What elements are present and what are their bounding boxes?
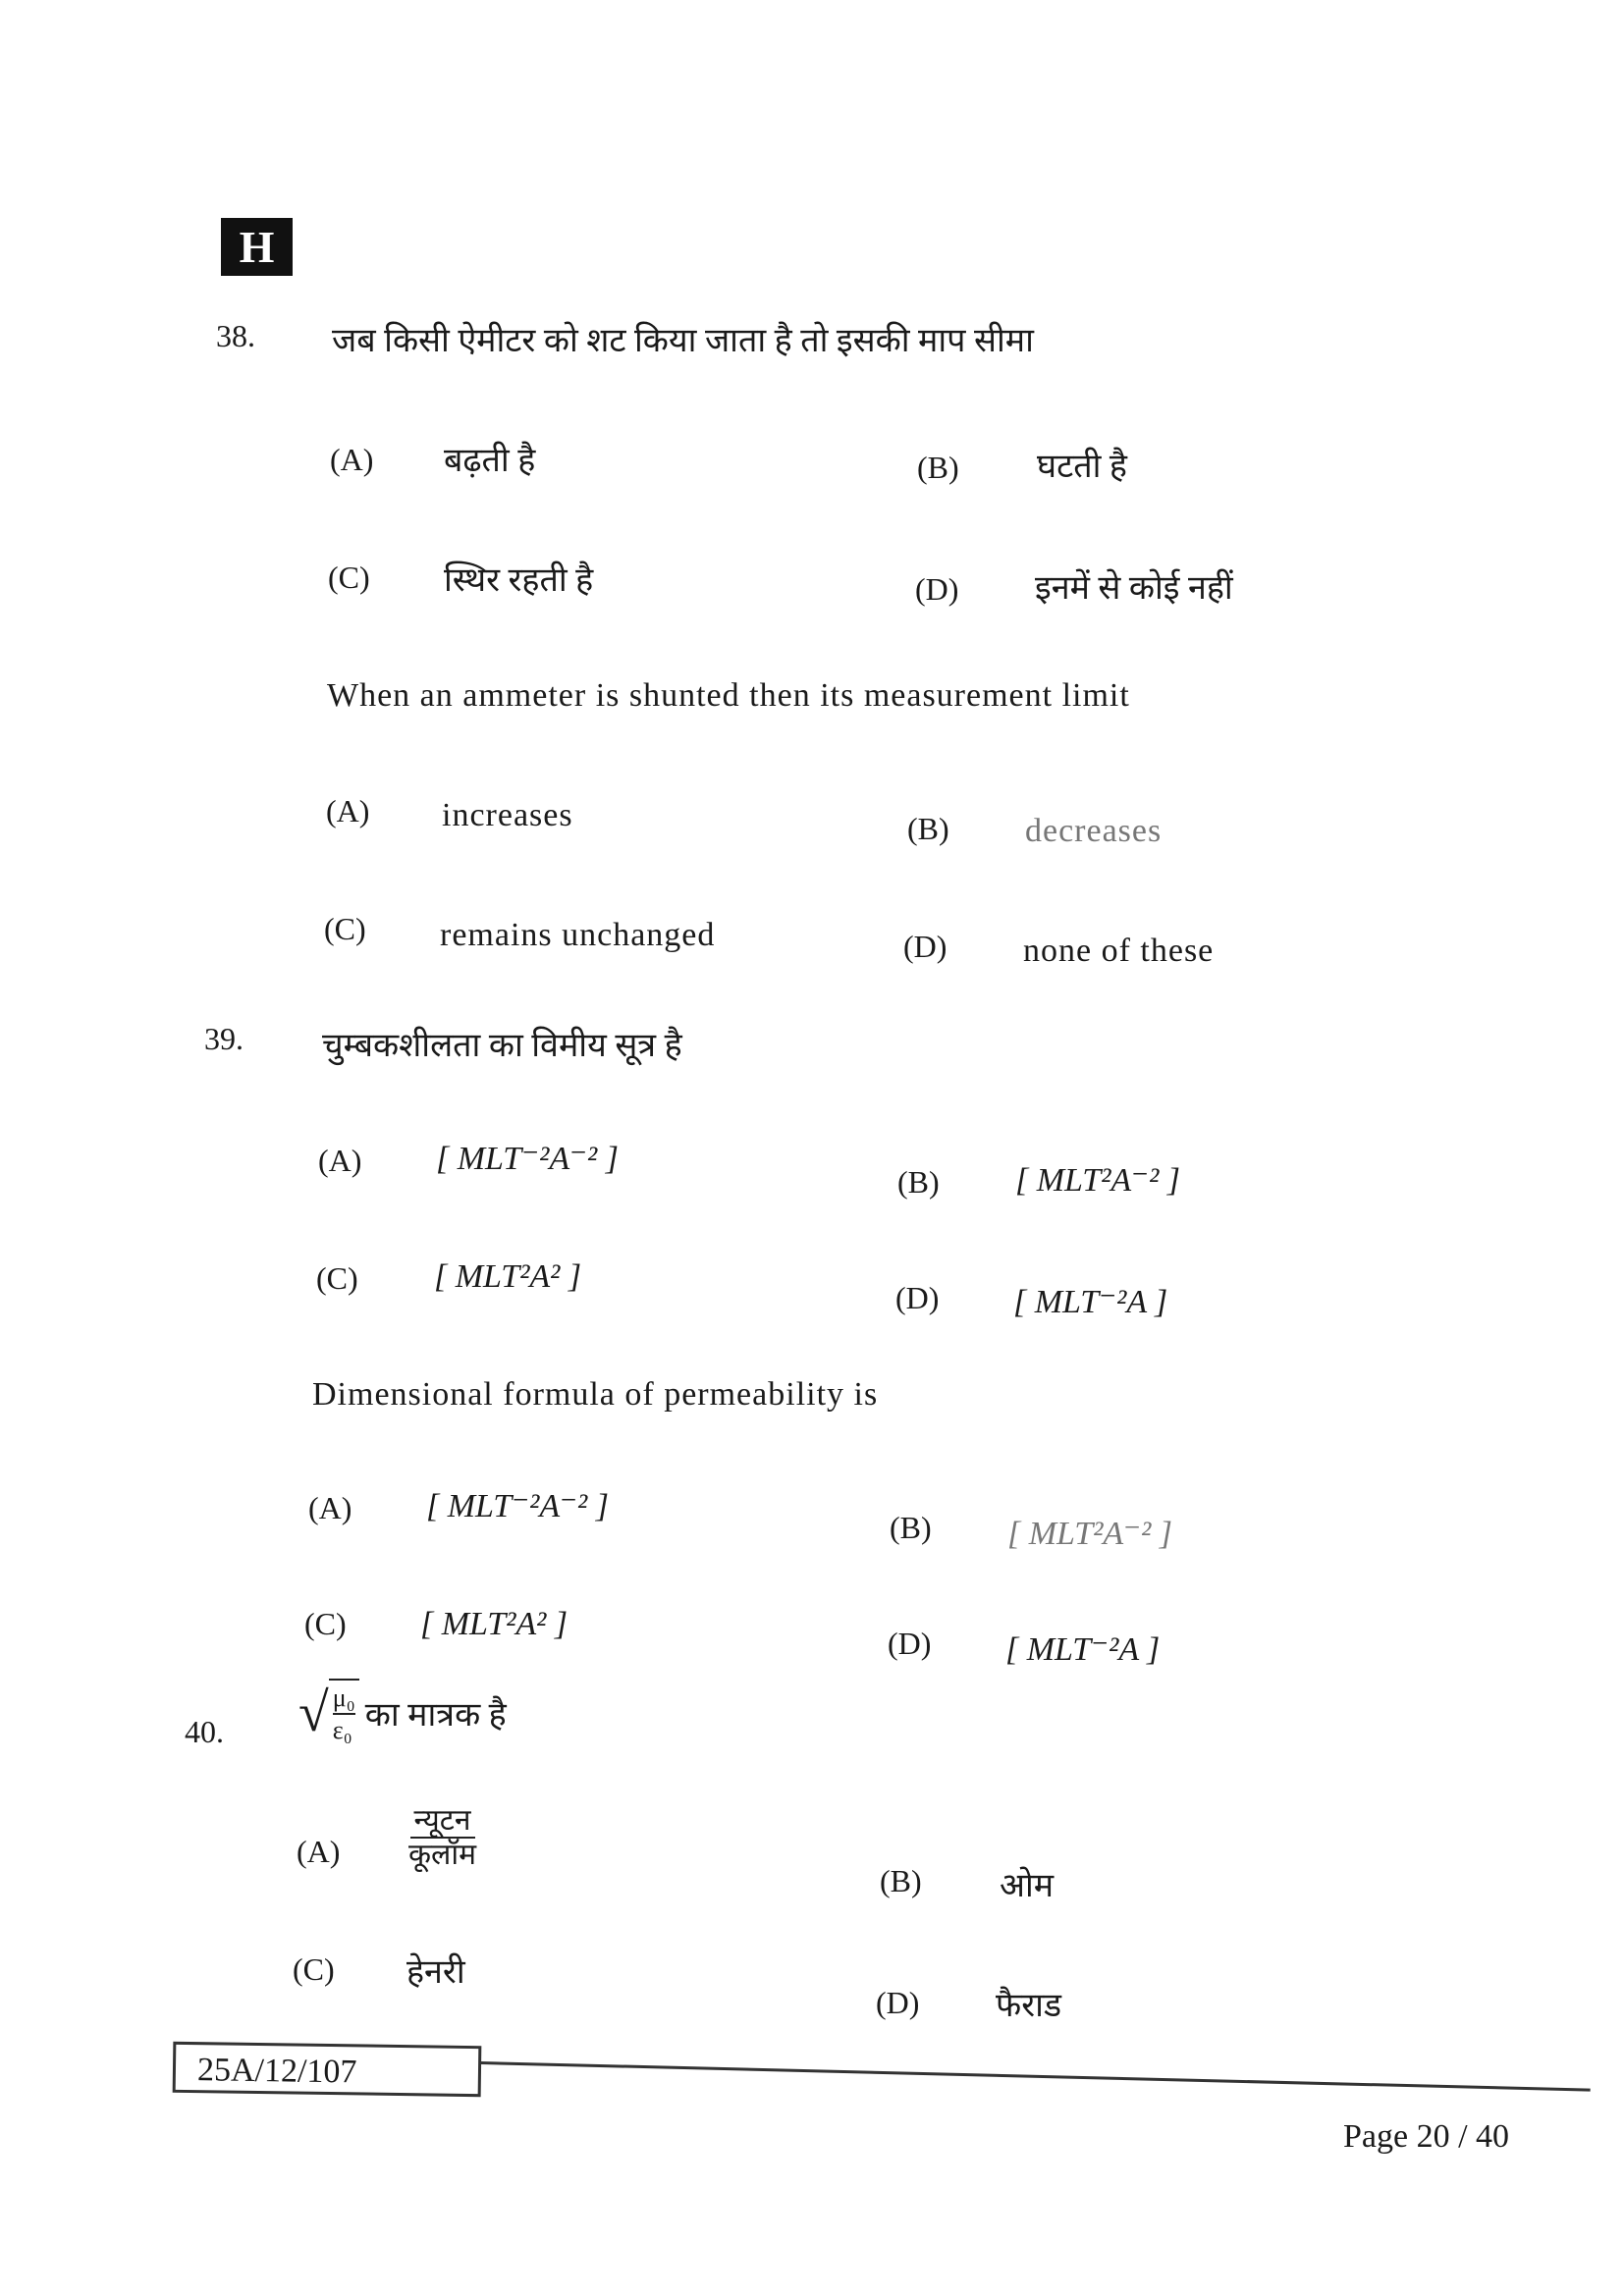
- denominator: कूलॉम: [408, 1839, 477, 1871]
- option-label: (B): [917, 450, 959, 485]
- option-label: (A): [330, 442, 374, 477]
- question-text-english: Dimensional formula of permeability is: [312, 1376, 879, 1413]
- option-formula: [ MLT²A² ]: [434, 1258, 582, 1295]
- option-label: (C): [316, 1260, 358, 1296]
- question-number: 39.: [204, 1021, 244, 1056]
- option-label: (C): [328, 560, 370, 595]
- option-label: (A): [326, 793, 370, 828]
- option-label: (B): [880, 1863, 922, 1898]
- option-formula: [ MLT⁻²A ]: [1005, 1631, 1161, 1668]
- option-text: इनमें से कोई नहीं: [1035, 570, 1233, 607]
- option-formula: [ MLT⁻²A⁻² ]: [426, 1488, 609, 1524]
- question-number: 40.: [185, 1714, 224, 1749]
- option-fraction: [408, 1804, 476, 1871]
- option-label: (B): [890, 1510, 932, 1545]
- option-label: (A): [308, 1490, 352, 1525]
- option-label: (D): [876, 1985, 920, 2020]
- option-text: remains unchanged: [440, 917, 716, 953]
- option-text: फैराड: [996, 1988, 1062, 2024]
- question-number: 38.: [216, 318, 255, 353]
- option-formula: [ MLT²A² ]: [420, 1606, 568, 1642]
- option-label: (C): [304, 1606, 347, 1641]
- option-text: none of these: [1023, 933, 1215, 969]
- option-label: (C): [324, 911, 366, 946]
- question-suffix: का मात्रक है: [364, 1697, 507, 1735]
- option-label: (C): [293, 1951, 335, 1987]
- option-label: (D): [903, 929, 947, 964]
- option-formula: [ MLT⁻²A⁻² ]: [436, 1141, 619, 1177]
- option-text: decreases: [1025, 813, 1163, 849]
- option-label: (B): [907, 811, 949, 846]
- option-label: (B): [897, 1164, 940, 1200]
- page-number: Page 20 / 40: [1343, 2118, 1510, 2155]
- option-formula: [ MLT²A⁻² ]: [1007, 1516, 1173, 1552]
- option-text: स्थिर रहती है: [444, 562, 594, 599]
- question-text-hindi: चुम्बकशीलता का विमीय सूत्र है: [322, 1028, 682, 1064]
- option-formula: [ MLT⁻²A ]: [1013, 1284, 1168, 1320]
- option-label: (A): [297, 1834, 341, 1869]
- numerator: न्यूटन: [410, 1804, 475, 1839]
- question-text-english: When an ammeter is shunted then its measurement limit: [327, 677, 1130, 714]
- set-code-badge: H: [221, 218, 293, 276]
- option-label: (A): [318, 1143, 362, 1178]
- numerator: μ₀: [333, 1682, 355, 1715]
- square-root-expression: √ $\frac{\text{μ₀}}{\text{ε₀}}$: [298, 1679, 359, 1747]
- option-label: (D): [915, 571, 959, 607]
- option-text: हेनरी: [406, 1954, 465, 1991]
- option-text: घटती है: [1037, 449, 1127, 485]
- option-text: increases: [442, 797, 573, 833]
- question-text-hindi: [298, 1679, 507, 1747]
- option-formula: [ MLT²A⁻² ]: [1015, 1162, 1181, 1199]
- option-label: (D): [895, 1280, 940, 1315]
- question-text-hindi: जब किसी ऐमीटर को शट किया जाता है तो इसकी माप सीमा: [332, 323, 1034, 359]
- option-label: (D): [888, 1626, 932, 1661]
- option-text: बढ़ती है: [444, 443, 536, 479]
- option-text: ओम: [1000, 1868, 1055, 1904]
- denominator: ε₀: [332, 1716, 352, 1745]
- footer-divider: [481, 2061, 1591, 2092]
- paper-code: 25A/12/107: [173, 2042, 482, 2097]
